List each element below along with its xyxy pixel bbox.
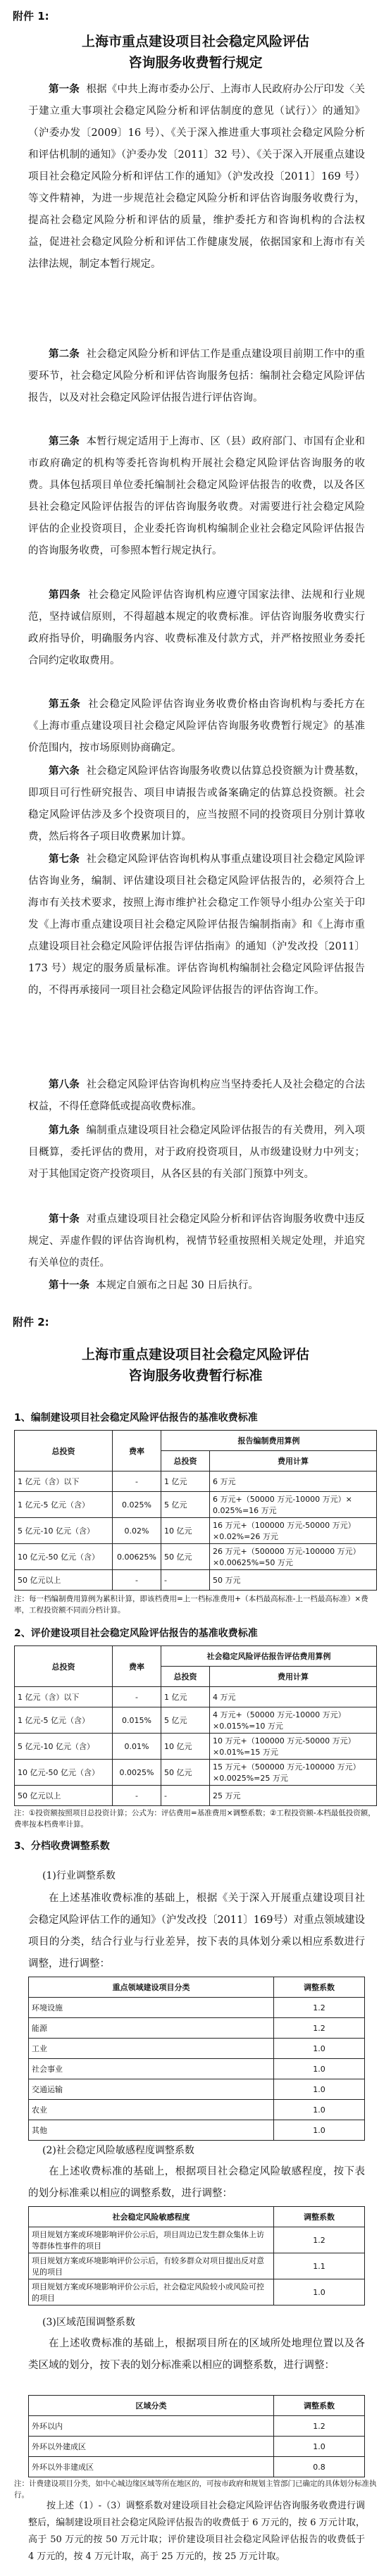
cell: 能源: [29, 2018, 274, 2039]
cell: 项目规划方案或环境影响评价公示后，项目周边已发生群众集体上访等群体性事件的项目: [29, 2227, 274, 2253]
t1-header-category: 重点领域建设项目分类: [29, 1977, 274, 1998]
t3-header-coef: 调整系数: [274, 2396, 365, 2416]
cell: 外环以内: [29, 2416, 274, 2437]
article-1: [28, 79, 365, 275]
cell: 1 亿元（含）以下: [15, 1471, 113, 1492]
table-row: [15, 1734, 377, 1760]
s2-header-rate: 费率: [113, 1646, 161, 1687]
article-6: [28, 761, 365, 848]
cell: 1.0: [274, 2120, 365, 2141]
cell: 1.0: [274, 2039, 365, 2059]
cell: 1.0: [274, 2059, 365, 2079]
s3-p3: 在上述收费标准的基础上，根据项目所在的区域所处地理位置以及各类区域的划分，按下表的划分标准乘以相应的调整系数，进行调整：: [28, 2338, 365, 2371]
cell: 1 亿元（含）以下: [15, 1687, 113, 1707]
cell: 5 亿元-10 亿元（含）: [15, 1518, 113, 1544]
article-6-num: 第六条: [49, 766, 80, 777]
table-row: [29, 2100, 365, 2120]
cell: 5 亿元: [161, 1492, 210, 1518]
cell: 工业: [29, 2039, 274, 2059]
article-4: [28, 585, 365, 672]
section-3-heading: 3、分档收费调整系数: [14, 1841, 110, 1852]
cell: -: [113, 1786, 161, 1806]
cell: 项目规划方案或环境影响评价公示后，社会稳定风险较小或风险可控的项目: [29, 2279, 274, 2306]
cell: 50 万元: [210, 1570, 377, 1591]
article-5: [28, 694, 365, 759]
table-s1: [14, 1430, 377, 1591]
article-6-text: 社会稳定风险评估咨询服务收费以估算总投资额为计费基数，即项目可行性研究报告、项目申请报告或备案确定的估算总投资额。社会稳定风险评估涉及多个投资项目的，应当按照不同的投资项目分别计算收费，然后将各子项目收费累加计算。: [28, 766, 366, 842]
doc2-title: [0, 1344, 391, 1386]
s3-p3-label: (3)区域范围调整系数: [42, 2317, 135, 2328]
cell: 1.0: [274, 2279, 365, 2306]
table-row: [15, 1492, 377, 1518]
cell: -: [161, 1786, 210, 1806]
cell: 0.8: [274, 2457, 365, 2477]
table-row: [29, 2059, 365, 2079]
section-1-heading: 1、编制建设项目社会稳定风险评估报告的基准收费标准: [14, 1412, 258, 1424]
article-5-text: 社会稳定风险评估咨询业务收费价格由咨询机构与委托方在《上海市重点建设项目社会稳定风险评估咨询服务收费暂行规定》的基准价范围内，按市场原则协商确定。: [28, 699, 366, 754]
t2-header-coef: 调整系数: [274, 2207, 365, 2227]
table-row: [29, 2039, 365, 2059]
article-9: [28, 1120, 365, 1186]
s1-header-total: 总投资: [15, 1431, 113, 1471]
cell: -: [113, 1687, 161, 1707]
article-10: [28, 1209, 365, 1274]
article-8-text: 社会稳定风险评估咨询机构应当坚持委托人及社会稳定的合法权益，不得任意降低或提高收费标准。: [28, 1079, 366, 1112]
article-3-text: 本暂行规定适用于上海市、区（县）政府部门、市国有企业和市政府确定的机构等委托咨询机构开展社会稳定风险评估咨询服务的收费。具体包括项目单位委托编制社会稳定风险评估报告的收费，以及各区县社会稳定风险评估报告的评估咨询服务收费。对需要进行社会稳定风险评估的企业投资项目，企业委托咨询机构编制企业社会稳定风险评估报告的咨询服务收费，可参照本暂行规定执行。: [28, 436, 366, 556]
cell: 10 亿元-50 亿元（含）: [15, 1544, 113, 1570]
article-2-text: 社会稳定风险分析和评估工作是重点建设项目前期工作中的重要环节，社会稳定风险分析和评估咨询服务包括：编制社会稳定风险评估报告，以及对社会稳定风险评估报告进行评估咨询。: [28, 349, 366, 404]
table-row: [29, 2279, 365, 2306]
cell: 外环以外非建成区: [29, 2457, 274, 2477]
article-3-num: 第三条: [49, 436, 80, 447]
cell: 0.025%: [113, 1492, 161, 1518]
doc2-title-line-1: 上海市重点建设项目社会稳定风险评估: [81, 1347, 309, 1362]
s3-p2: 在上述收费标准的基础上，根据项目社会稳定风险敏感程度，按下表的划分标准乘以相应的调整系数，进行调整：: [28, 2166, 365, 2199]
cell: 1 亿元: [161, 1471, 210, 1492]
article-9-num: 第九条: [49, 1125, 80, 1136]
table-row: [29, 2120, 365, 2141]
cell: 6 万元: [210, 1471, 377, 1492]
article-10-text: 对重点建设项目社会稳定风险分析和评估咨询服务收费中违反规定、弄虚作假的评估咨询机构，视情节轻重按照相关规定处理，并追究有关单位的责任。: [28, 1214, 366, 1269]
cell: 10 亿元: [161, 1518, 210, 1544]
s3-note: 注：计费建设项目分类，如中心城边缘区域等所在地区的，可按市政府和规划主管部门已确定的具体划分标准执行。: [14, 2479, 377, 2499]
table-industry: [28, 1977, 365, 2141]
cell: 25 万元: [210, 1786, 377, 1806]
s2-note: 注：①投资额按照项目总投资计算；公式为：评估费用=基准费用×调整系数；②工程投资额-本档最低投资额，费率按本档费率计算。: [14, 1809, 376, 1829]
article-8-num: 第八条: [49, 1079, 80, 1090]
cell: 50 亿元: [161, 1760, 210, 1786]
s3-final-paragraph: 按上述（1）-（3）调整系数对建设项目社会稳定风险评估咨询服务收费进行调整后，编制建设项目社会稳定风险评估报告的收费低于 6 万元的，按 6 万元计取，高于 50 万元的按 50 万元计取；评价建设项目社会稳定风险评估报告的收费低于 4 万元的，按 4 万元计取，高于 25 万元的，按 25 万元计取。: [28, 2501, 365, 2562]
table-row: [29, 1998, 365, 2018]
s3-p2-label: (2)社会稳定风险敏感程度调整系数: [42, 2145, 194, 2156]
cell: 1.1: [274, 2253, 365, 2279]
cell: 10 亿元-50 亿元（含）: [15, 1760, 113, 1786]
table-row: [29, 2018, 365, 2039]
s1-header-calc: 费用计算: [210, 1451, 377, 1471]
table-row: [15, 1687, 377, 1707]
t3-header-region: 区域分类: [29, 2396, 274, 2416]
cell: 5 亿元-10 亿元（含）: [15, 1734, 113, 1760]
cell: 0.01%: [113, 1734, 161, 1760]
table-sensitivity: [28, 2206, 365, 2306]
article-11-num: 第十一条: [49, 1280, 89, 1291]
article-4-num: 第四条: [49, 590, 81, 601]
table-row: [15, 1760, 377, 1786]
cell: 50 亿元以上: [15, 1786, 113, 1806]
doc2-title-line-2: 咨询服务收费暂行标准: [128, 1368, 263, 1383]
article-7-text: 社会稳定风险评估咨询机构从事重点建设项目社会稳定风险评估咨询业务，编制、评估建设项目社会稳定风险评估报告的，必须符合上海市有关技术要求，按照上海市维护社会稳定工作领导小组办公室关于印发《上海市重点建设项目社会稳定风险评估报告编制指南》和《上海市重点建设项目社会稳定风险评估报告评估指南》的通知（沪发改投〔2011〕173 号）规定的服务质量标准。评估咨询机构编制社会稳定风险评估报告的，不得再承接同一项目社会稳定风险评估报告的评估咨询工作。: [28, 854, 366, 996]
s1-header-rate: 费率: [113, 1431, 161, 1471]
article-2: [28, 344, 365, 409]
table-row: [29, 2416, 365, 2437]
s1-header-example: 报告编制费用算例: [161, 1431, 377, 1451]
doc1-title: [0, 31, 391, 73]
table-row: [15, 1570, 377, 1591]
cell: 农业: [29, 2100, 274, 2120]
s3-p1: 在上述基准收费标准的基础上，根据《关于深入开展重点建设项目社会稳定风险评估工作的通知》（沪发改投〔2011〕169号）对重点领域建设项目的分类，结合行业与行业差异，按下表的具体划分乘以相应系数进行调整，进行调整：: [28, 1893, 365, 1970]
article-2-num: 第二条: [49, 349, 80, 360]
article-7-num: 第七条: [49, 854, 80, 865]
cell: -: [161, 1570, 210, 1591]
table-row: [15, 1544, 377, 1570]
cell: 1.2: [274, 2018, 365, 2039]
s2-header-calc: 费用计算: [210, 1667, 377, 1687]
table-row: [29, 2457, 365, 2477]
cell: 环境设施: [29, 1998, 274, 2018]
s1-header-sub-total: 总投资: [161, 1451, 210, 1471]
article-10-num: 第十条: [49, 1214, 80, 1225]
cell: 0.00625%: [113, 1544, 161, 1570]
table-s2: [14, 1645, 377, 1806]
cell: 26 万元+（500000 万元-100000 万元）×0.00625%=50 万元: [210, 1544, 377, 1570]
annex-1-label: 附件 1:: [13, 10, 49, 23]
cell: 1.0: [274, 2079, 365, 2100]
cell: 1 亿元-5 亿元（含）: [15, 1707, 113, 1734]
cell: 社会事业: [29, 2059, 274, 2079]
cell: 15 万元+（500000 万元-100000 万元）×0.0025%=25 万元: [210, 1760, 377, 1786]
t1-header-coef: 调整系数: [274, 1977, 365, 1998]
cell: 4 万元+（50000 万元-10000 万元）×0.015%=10 万元: [210, 1707, 377, 1734]
cell: 4 万元: [210, 1687, 377, 1707]
cell: 16 万元+（100000 万元-50000 万元）×0.02%=26 万元: [210, 1518, 377, 1544]
table-row: [29, 2437, 365, 2457]
article-8: [28, 1074, 365, 1118]
cell: 1 亿元: [161, 1687, 210, 1707]
cell: -: [113, 1570, 161, 1591]
article-9-text: 编制重点建设项目社会稳定风险评估报告的有关费用，列入项目概算，委托评估的费用，对于政府投资项目，从市级建设财力中列支；对于其他国定资产投资项目，从各区县的有关部门预算中列支。: [28, 1125, 366, 1180]
section-2-heading: 2、评价建设项目社会稳定风险评估报告的基准收费标准: [14, 1628, 258, 1639]
cell: 50 亿元: [161, 1544, 210, 1570]
article-1-num: 第一条: [49, 84, 80, 95]
cell: 1.2: [274, 2227, 365, 2253]
t2-header-level: 社会稳定风险敏感程度: [29, 2207, 274, 2227]
table-row: [15, 1786, 377, 1806]
article-11-text: 本规定自颁布之日起 30 日后执行。: [96, 1280, 259, 1291]
cell: 交通运输: [29, 2079, 274, 2100]
s2-header-example: 社会稳定风险评估报告评估费用算例: [161, 1646, 377, 1667]
table-row: [15, 1471, 377, 1492]
cell: 1.2: [274, 2416, 365, 2437]
table-row: [15, 1518, 377, 1544]
article-3: [28, 431, 365, 562]
s2-header-total: 总投资: [15, 1646, 113, 1687]
table-row: [29, 2227, 365, 2253]
cell: 外环以外建成区: [29, 2437, 274, 2457]
article-11: [28, 1275, 365, 1297]
article-1-text: 根据《中共上海市委办公厅、上海市人民政府办公厅印发〈关于建立重大事项社会稳定风险分析和评估制度的意见（试行）〉的通知》（沪委办发〔2009〕16 号）、《关于深入推进重大事项社会稳定风险分析和评估机制的通知》（沪委办发〔2011〕32 号）、《关于深入开展重点建设项目社会稳定风险分析和评估工作的通知》（沪发改投〔2011〕169 号）等文件精神，为进一步规范社会稳定风险分析和评估咨询服务收费行为，提高社会稳定风险分析和评估的质量，维护委托方和咨询机构的合法权益，促进社会稳定风险分析和评估工作健康发展，依据国家和上海市有关法律法规，制定本暂行规定。: [28, 84, 366, 270]
cell: 0.0025%: [113, 1760, 161, 1786]
cell: 其他: [29, 2120, 274, 2141]
cell: 1 亿元-5 亿元（含）: [15, 1492, 113, 1518]
cell: 5 亿元: [161, 1707, 210, 1734]
cell: 0.02%: [113, 1518, 161, 1544]
table-region: [28, 2395, 365, 2477]
cell: 1.0: [274, 2100, 365, 2120]
article-7: [28, 849, 365, 1002]
cell: 0.015%: [113, 1707, 161, 1734]
article-4-text: 社会稳定风险评估咨询机构应遵守国家法律、法规和行业规范，坚持诚信原则，不得超越本规定的收费标准。评估咨询服务收费实行政府指导价，明确服务内容、收费标准及付款方式，并严格按照业务委托合同约定收取费用。: [28, 590, 366, 666]
cell: 1.2: [274, 1998, 365, 2018]
table-row: [15, 1707, 377, 1734]
s2-header-sub-total: 总投资: [161, 1667, 210, 1687]
table-row: [29, 2253, 365, 2279]
doc1-title-line-2: 咨询服务收费暂行规定: [128, 55, 263, 70]
cell: -: [113, 1471, 161, 1492]
cell: 10 万元+（100000 万元-50000 万元）×0.01%=15 万元: [210, 1734, 377, 1760]
s1-note: 注：每一档编制费用算例为累积计算，即该档费用=上一档标准费用+（本档最高标准-上一档最高标准）×费率，工程投资额不同而分档计算。: [14, 1595, 368, 1614]
article-5-num: 第五条: [49, 699, 81, 710]
cell: 6 万元+（50000 万元-10000 万元）× 0.025%=16 万元: [210, 1492, 377, 1518]
cell: 1.0: [274, 2437, 365, 2457]
s3-p1-label: (1)行业调整系数: [42, 1870, 116, 1881]
cell: 50 亿元以上: [15, 1570, 113, 1591]
doc1-title-line-1: 上海市重点建设项目社会稳定风险评估: [81, 34, 309, 49]
cell: 项目规划方案或环境影响评价公示后，有较多群众对项目提出反对意见的项目: [29, 2253, 274, 2279]
cell: 10 亿元: [161, 1734, 210, 1760]
annex-2-label: 附件 2:: [13, 1316, 49, 1329]
table-row: [29, 2079, 365, 2100]
